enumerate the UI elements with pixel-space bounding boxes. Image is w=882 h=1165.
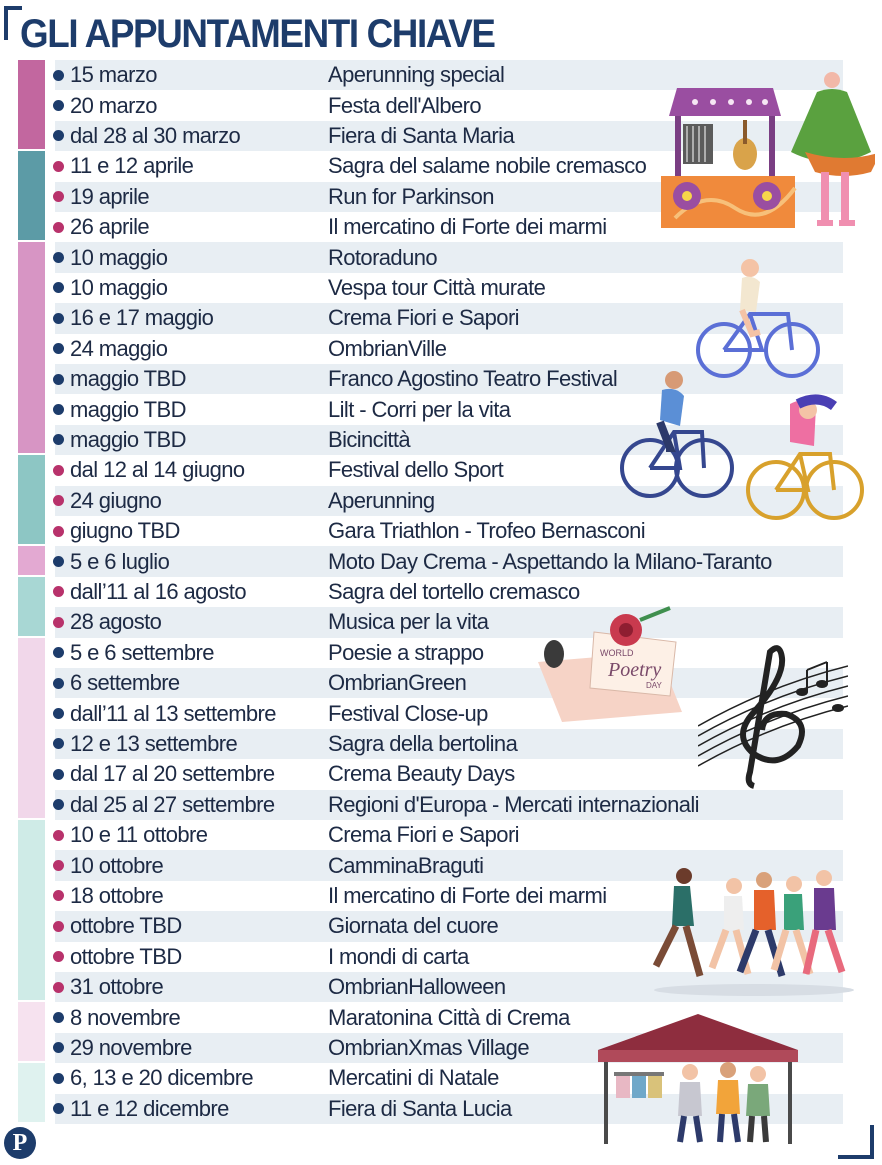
event-date: 16 e 17 maggio bbox=[70, 305, 214, 331]
month-bar bbox=[18, 60, 45, 149]
event-name: Il mercatino di Forte dei marmi bbox=[328, 214, 607, 240]
event-name: Crema Beauty Days bbox=[328, 761, 515, 787]
event-name: Poesie a strappo bbox=[328, 639, 484, 665]
event-name: Vespa tour Città murate bbox=[328, 274, 546, 300]
bullet-dot-icon bbox=[53, 647, 64, 658]
bullet-dot-icon bbox=[53, 738, 64, 749]
event-date: 28 agosto bbox=[70, 609, 162, 635]
event-name: Mercatini di Natale bbox=[328, 1065, 499, 1091]
event-date: 18 ottobre bbox=[70, 882, 164, 908]
event-date: 24 maggio bbox=[70, 335, 168, 361]
page-title: GLI APPUNTAMENTI CHIAVE bbox=[20, 12, 495, 56]
event-name: Moto Day Crema - Aspettando la Milano-Taranto bbox=[328, 548, 772, 574]
poetry-word-text: Poetry bbox=[608, 659, 662, 681]
event-date: 10 e 11 ottobre bbox=[70, 822, 208, 848]
event-name: Maratonina Città di Crema bbox=[328, 1004, 570, 1030]
event-date: dal 25 al 27 settembre bbox=[70, 791, 275, 817]
event-date: 10 maggio bbox=[70, 274, 168, 300]
event-name: Il mercatino di Forte dei marmi bbox=[328, 882, 607, 908]
event-row bbox=[55, 577, 843, 607]
bullet-dot-icon bbox=[53, 252, 64, 263]
bullet-dot-icon bbox=[53, 495, 64, 506]
event-date: 29 novembre bbox=[70, 1034, 192, 1060]
bullet-dot-icon bbox=[53, 70, 64, 81]
publisher-logo-icon: P bbox=[4, 1127, 36, 1159]
event-name: Sagra della bertolina bbox=[328, 730, 518, 756]
market-tent-illustration bbox=[598, 1014, 798, 1144]
event-date: maggio TBD bbox=[70, 426, 186, 452]
event-date: dall’11 al 13 settembre bbox=[70, 700, 276, 726]
bullet-dot-icon bbox=[53, 161, 64, 172]
event-name: Gara Triathlon - Trofeo Bernasconi bbox=[328, 518, 646, 544]
bullet-dot-icon bbox=[53, 921, 64, 932]
event-row bbox=[55, 790, 843, 820]
event-date: 5 e 6 luglio bbox=[70, 548, 170, 574]
event-date: 24 giugno bbox=[70, 487, 162, 513]
event-date: 8 novembre bbox=[70, 1004, 181, 1030]
event-name: OmbrianHalloween bbox=[328, 974, 506, 1000]
bullet-dot-icon bbox=[53, 1103, 64, 1114]
treble-clef-illustration bbox=[698, 640, 848, 790]
event-date: 15 marzo bbox=[70, 62, 157, 88]
bullet-dot-icon bbox=[53, 282, 64, 293]
month-bar bbox=[18, 151, 45, 240]
bullet-dot-icon bbox=[53, 434, 64, 445]
runners-illustration bbox=[634, 866, 860, 998]
event-date: 10 maggio bbox=[70, 244, 168, 270]
bullet-dot-icon bbox=[53, 678, 64, 689]
event-name: CamminaBraguti bbox=[328, 852, 484, 878]
month-bar bbox=[18, 455, 45, 544]
event-date: 19 aprile bbox=[70, 183, 149, 209]
bullet-dot-icon bbox=[53, 191, 64, 202]
month-bar bbox=[18, 242, 45, 453]
event-name: Lilt - Corri per la vita bbox=[328, 396, 511, 422]
bullet-dot-icon bbox=[53, 222, 64, 233]
event-date: 6, 13 e 20 dicembre bbox=[70, 1065, 254, 1091]
event-name: Aperunning special bbox=[328, 62, 505, 88]
month-bar bbox=[18, 577, 45, 636]
event-name: Crema Fiori e Sapori bbox=[328, 822, 519, 848]
bullet-dot-icon bbox=[53, 465, 64, 476]
event-date: 10 ottobre bbox=[70, 852, 164, 878]
bullet-dot-icon bbox=[53, 1073, 64, 1084]
bullet-dot-icon bbox=[53, 860, 64, 871]
event-name: OmbrianXmas Village bbox=[328, 1034, 529, 1060]
event-name: Crema Fiori e Sapori bbox=[328, 305, 519, 331]
bullet-dot-icon bbox=[53, 404, 64, 415]
event-date: maggio TBD bbox=[70, 396, 186, 422]
event-date: dal 12 al 14 giugno bbox=[70, 457, 245, 483]
event-name: Festival Close-up bbox=[328, 700, 488, 726]
event-date: 5 e 6 settembre bbox=[70, 639, 214, 665]
event-date: 11 e 12 dicembre bbox=[70, 1095, 229, 1121]
event-name: I mondi di carta bbox=[328, 943, 469, 969]
event-date: 6 settembre bbox=[70, 670, 180, 696]
event-name: Aperunning bbox=[328, 487, 435, 513]
bullet-dot-icon bbox=[53, 1012, 64, 1023]
event-name: OmbrianVille bbox=[328, 335, 447, 361]
bullet-dot-icon bbox=[53, 982, 64, 993]
corner-frame-bottom-right bbox=[838, 1125, 874, 1159]
event-date: giugno TBD bbox=[70, 518, 180, 544]
event-date: dall’11 al 16 agosto bbox=[70, 578, 246, 604]
poetry-letter-illustration bbox=[530, 604, 690, 728]
bullet-dot-icon bbox=[53, 130, 64, 141]
market-stall-illustration bbox=[655, 68, 875, 232]
event-date: maggio TBD bbox=[70, 366, 186, 392]
event-date: 26 aprile bbox=[70, 214, 149, 240]
event-name: Franco Agostino Teatro Festival bbox=[328, 366, 618, 392]
event-name: Festival dello Sport bbox=[328, 457, 504, 483]
bullet-dot-icon bbox=[53, 374, 64, 385]
bullet-dot-icon bbox=[53, 100, 64, 111]
event-date: 12 e 13 settembre bbox=[70, 730, 238, 756]
event-name: Bicincittà bbox=[328, 426, 411, 452]
event-name: Musica per la vita bbox=[328, 609, 489, 635]
event-date: ottobre TBD bbox=[70, 913, 182, 939]
cyclists-illustration bbox=[612, 254, 868, 522]
poetry-world-text: WORLD bbox=[600, 648, 634, 658]
event-name: Fiera di Santa Maria bbox=[328, 122, 515, 148]
event-row bbox=[55, 820, 843, 850]
event-name: Rotoraduno bbox=[328, 244, 437, 270]
event-name: Festa dell'Albero bbox=[328, 92, 481, 118]
event-date: 11 e 12 aprile bbox=[70, 153, 194, 179]
event-date: 20 marzo bbox=[70, 92, 157, 118]
month-bar bbox=[18, 1063, 45, 1122]
bullet-dot-icon bbox=[53, 769, 64, 780]
event-name: Sagra del salame nobile cremasco bbox=[328, 153, 647, 179]
bullet-dot-icon bbox=[53, 708, 64, 719]
month-bar bbox=[18, 1002, 45, 1061]
bullet-dot-icon bbox=[53, 556, 64, 567]
bullet-dot-icon bbox=[53, 890, 64, 901]
bullet-dot-icon bbox=[53, 951, 64, 962]
event-date: ottobre TBD bbox=[70, 943, 182, 969]
event-name: Fiera di Santa Lucia bbox=[328, 1095, 512, 1121]
bullet-dot-icon bbox=[53, 526, 64, 537]
event-name: Run for Parkinson bbox=[328, 183, 494, 209]
poetry-day-text: DAY bbox=[646, 681, 662, 690]
event-name: Giornata del cuore bbox=[328, 913, 499, 939]
event-name: OmbrianGreen bbox=[328, 670, 467, 696]
month-bar bbox=[18, 638, 45, 818]
bullet-dot-icon bbox=[53, 586, 64, 597]
event-date: dal 28 al 30 marzo bbox=[70, 122, 241, 148]
event-date: 31 ottobre bbox=[70, 974, 164, 1000]
event-date: dal 17 al 20 settembre bbox=[70, 761, 275, 787]
event-row bbox=[55, 546, 843, 576]
event-row bbox=[55, 607, 843, 637]
event-name: Regioni d'Europa - Mercati internazionali bbox=[328, 791, 699, 817]
month-bar bbox=[18, 546, 45, 574]
bullet-dot-icon bbox=[53, 830, 64, 841]
bullet-dot-icon bbox=[53, 1042, 64, 1053]
month-bar bbox=[18, 820, 45, 1000]
bullet-dot-icon bbox=[53, 799, 64, 810]
bullet-dot-icon bbox=[53, 343, 64, 354]
bullet-dot-icon bbox=[53, 617, 64, 628]
event-name: Sagra del tortello cremasco bbox=[328, 578, 580, 604]
bullet-dot-icon bbox=[53, 313, 64, 324]
